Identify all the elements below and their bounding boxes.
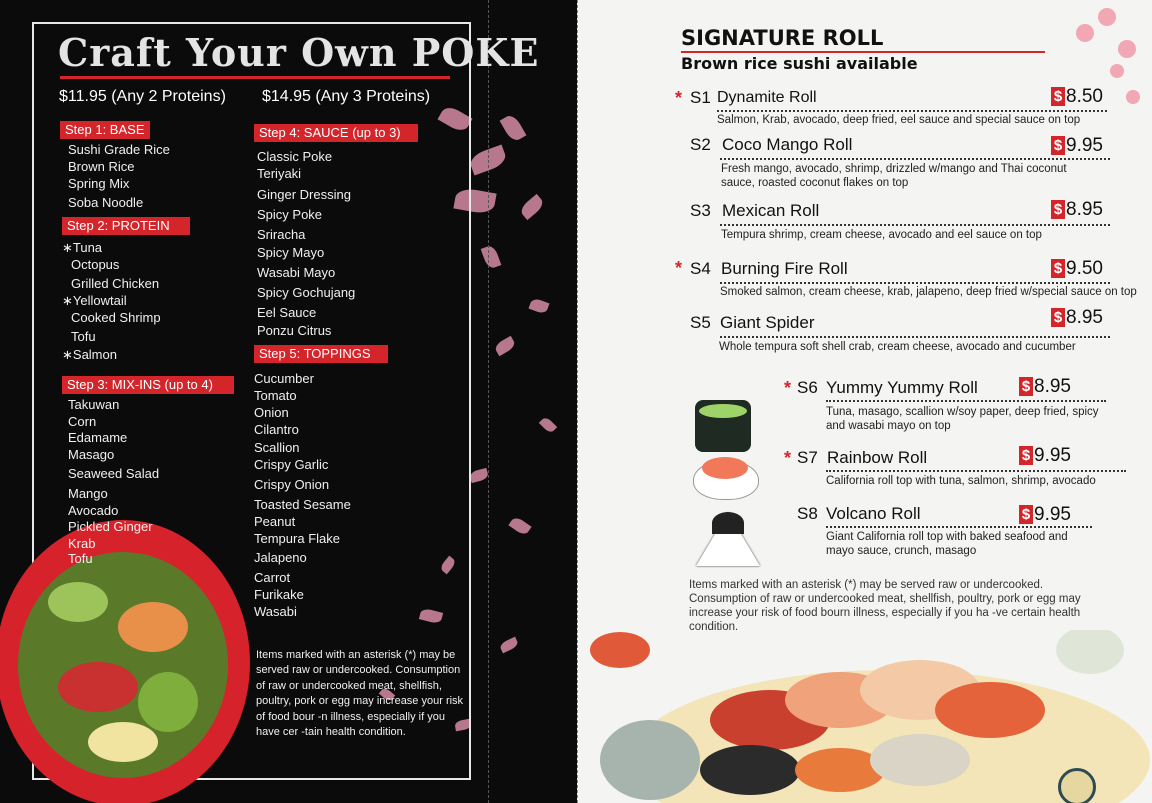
dollar-icon: $: [1051, 136, 1065, 155]
cherry-blossom-decoration: [1098, 8, 1116, 26]
mixin-item: Seaweed Salad: [68, 466, 160, 481]
sauce-item: Spicy Mayo: [257, 245, 325, 260]
raw-asterisk: *: [675, 258, 683, 278]
roll-price: $ 8.95: [1019, 376, 1071, 398]
roll-leader-dots: [720, 158, 1110, 160]
poke-bowl-contents: [18, 552, 228, 778]
step1-label: Step 1: BASE: [60, 121, 150, 139]
roll-price: $ 9.95: [1051, 135, 1103, 157]
roll-leader-dots: [826, 470, 1126, 472]
sauce-item: Sriracha: [257, 227, 306, 242]
petal-decoration: [528, 297, 549, 314]
topping-item: Onion: [254, 405, 289, 420]
sauce-item: Wasabi Mayo: [257, 265, 336, 280]
sauce-item: Classic Poke: [257, 149, 333, 164]
roll-leader-dots: [717, 110, 1107, 112]
cherry-blossom-decoration: [1126, 90, 1140, 104]
roll-description: Whole tempura soft shell crab, cream cheese, avocado and cucumber: [719, 341, 1076, 353]
mixin-item: Corn: [68, 414, 97, 429]
brown-rice-note: Brown rice sushi available: [681, 54, 918, 73]
sauce-item: Spicy Poke: [257, 207, 323, 222]
sauce-item: Teriyaki: [257, 166, 302, 181]
roll-code: S5: [690, 313, 711, 332]
sauce-item: Eel Sauce: [257, 305, 317, 320]
step5-label: Step 5: TOPPINGS: [254, 345, 388, 363]
base-item: Brown Rice: [68, 159, 135, 174]
topping-item: Peanut: [254, 514, 296, 529]
roll-description: Smoked salmon, cream cheese, krab, jalapeno, deep fried w/special sauce on top: [720, 286, 1137, 298]
mixin-item: Mango: [68, 486, 108, 501]
roll-description: California roll top with tuna, salmon, shrimp, avocado: [826, 475, 1096, 487]
cherry-blossom-decoration: [1076, 24, 1094, 42]
roll-name: Dynamite Roll: [717, 89, 817, 106]
dollar-icon: $: [1019, 377, 1033, 396]
petal-decoration: [500, 113, 527, 144]
dollar-icon: $: [1051, 200, 1065, 219]
petal-decoration: [518, 194, 545, 220]
mixin-item: Takuwan: [68, 397, 120, 412]
topping-item: Scallion: [254, 440, 300, 455]
roll-description: Fresh mango, avocado, shrimp, drizzled w/mango and Thai coconut sauce, roasted coconut flakes on top: [721, 163, 1067, 189]
petal-decoration: [499, 637, 520, 654]
step2-label: Step 2: PROTEIN: [62, 217, 190, 235]
protein-item: Tofu: [71, 329, 96, 344]
price-two-proteins: $11.95 (Any 2 Proteins): [59, 88, 226, 105]
base-item: Sushi Grade Rice: [68, 142, 170, 157]
signature-roll-title: SIGNATURE ROLL: [681, 26, 884, 50]
petal-decoration: [493, 336, 516, 356]
petal-decoration: [481, 244, 502, 269]
topping-item: Tempura Flake: [254, 531, 340, 546]
topping-item: Tomato: [254, 388, 297, 403]
petal-decoration: [469, 468, 489, 483]
roll-price: $ 9.50: [1051, 258, 1103, 280]
roll-code: S4: [690, 259, 711, 278]
step4-label: Step 4: SAUCE (up to 3): [254, 124, 418, 142]
topping-item: Jalapeno: [254, 550, 307, 565]
cherry-blossom-decoration: [1110, 64, 1124, 78]
dollar-icon: $: [1019, 505, 1033, 524]
protein-item: Octopus: [71, 257, 120, 272]
roll-price: $ 8.95: [1051, 307, 1103, 329]
roll-name: Rainbow Roll: [827, 448, 928, 467]
roll-leader-dots: [720, 336, 1110, 338]
protein-item: ∗Yellowtail: [62, 293, 127, 308]
mixin-item: Masago: [68, 447, 115, 462]
title-underline: [60, 76, 450, 79]
sauce-item: Ponzu Citrus: [257, 323, 332, 338]
roll-code: S1: [690, 88, 711, 107]
brand-seal-logo: [1058, 768, 1096, 803]
fold-line: [488, 0, 489, 803]
roll-leader-dots: [826, 526, 1092, 528]
roll-code: S8: [797, 504, 818, 523]
nigiri-icon: [693, 460, 759, 500]
base-item: Soba Noodle: [68, 195, 144, 210]
raw-asterisk: *: [675, 88, 683, 108]
roll-leader-dots: [720, 224, 1110, 226]
sushi-roll-icon: [695, 400, 751, 452]
raw-asterisk: *: [784, 378, 792, 398]
roll-code: S3: [690, 201, 711, 220]
roll-name: Mexican Roll: [722, 201, 820, 220]
roll-leader-dots: [826, 400, 1106, 402]
raw-asterisk: *: [784, 448, 792, 468]
poke-bowl-image: [0, 520, 250, 803]
mixin-item: Tofu: [68, 551, 93, 566]
roll-description: Giant California roll top with baked seafood and mayo sauce, crunch, masago: [826, 531, 1068, 557]
roll-description: Tempura shrimp, cream cheese, avocado and eel sauce on top: [721, 229, 1042, 241]
petal-decoration: [508, 515, 531, 536]
roll-name: Coco Mango Roll: [722, 135, 853, 154]
topping-item: Crispy Onion: [254, 477, 330, 492]
mixin-item: Avocado: [68, 503, 119, 518]
roll-leader-dots: [720, 282, 1110, 284]
sauce-item: Spicy Gochujang: [257, 285, 356, 300]
roll-price: $ 9.95: [1019, 504, 1071, 526]
dollar-icon: $: [1051, 87, 1065, 106]
roll-price: $ 8.50: [1051, 86, 1103, 108]
roll-code: S6: [797, 378, 818, 397]
topping-item: Crispy Garlic: [254, 457, 329, 472]
signature-title-underline: [681, 51, 1045, 53]
topping-item: Cilantro: [254, 422, 299, 437]
roll-name: Giant Spider: [720, 313, 815, 332]
sauce-item: Ginger Dressing: [257, 187, 351, 202]
dollar-icon: $: [1051, 259, 1065, 278]
mixin-item: Pickled Ginger: [68, 519, 153, 534]
price-three-proteins: $14.95 (Any 3 Proteins): [262, 88, 431, 105]
protein-item: Grilled Chicken: [71, 276, 160, 291]
mixin-item: Krab: [68, 536, 96, 551]
roll-description: Tuna, masago, scallion w/soy paper, deep fried, spicy and wasabi mayo on top: [826, 406, 1099, 432]
topping-item: Furikake: [254, 587, 304, 602]
topping-item: Cucumber: [254, 371, 314, 386]
roll-code: S2: [690, 135, 711, 154]
poke-title: Craft Your Own POKE: [58, 30, 540, 75]
mixin-item: Edamame: [68, 430, 128, 445]
raw-food-disclaimer: Items marked with an asterisk (*) may be served raw or undercooked. Consumption of raw or undercooked meat, shellfish, poultry, pork or egg may increase your risk of food bour -n illness, especially if you have cer -tain health condition.: [256, 649, 464, 739]
roll-price: $ 8.95: [1051, 199, 1103, 221]
onigiri-nori-icon: [712, 512, 744, 534]
petal-decoration: [539, 416, 557, 434]
step3-label: Step 3: MIX-INS (up to 4): [62, 376, 234, 394]
topping-item: Carrot: [254, 570, 291, 585]
topping-item: Wasabi: [254, 604, 297, 619]
protein-item: Cooked Shrimp: [71, 310, 161, 325]
roll-name: Volcano Roll: [826, 504, 921, 523]
protein-item: ∗Tuna: [62, 240, 103, 255]
topping-item: Toasted Sesame: [254, 497, 351, 512]
cherry-blossom-decoration: [1118, 40, 1136, 58]
roll-description: Salmon, Krab, avocado, deep fried, eel sauce and special sauce on top: [717, 114, 1081, 126]
dollar-icon: $: [1051, 308, 1065, 327]
roll-name: Yummy Yummy Roll: [826, 378, 978, 397]
protein-item: ∗Salmon: [62, 347, 117, 362]
dollar-icon: $: [1019, 446, 1033, 465]
roll-price: $ 9.95: [1019, 445, 1071, 467]
roll-name: Burning Fire Roll: [721, 259, 848, 278]
roll-code: S7: [797, 448, 818, 467]
base-item: Spring Mix: [68, 176, 130, 191]
raw-food-disclaimer: Items marked with an asterisk (*) may be served raw or undercooked. Consumption of raw or undercooked meat, shellfish, poultry, pork or egg may increase your risk of food bourn illness, especially if you ha -ve certain health condition.: [689, 579, 1081, 633]
